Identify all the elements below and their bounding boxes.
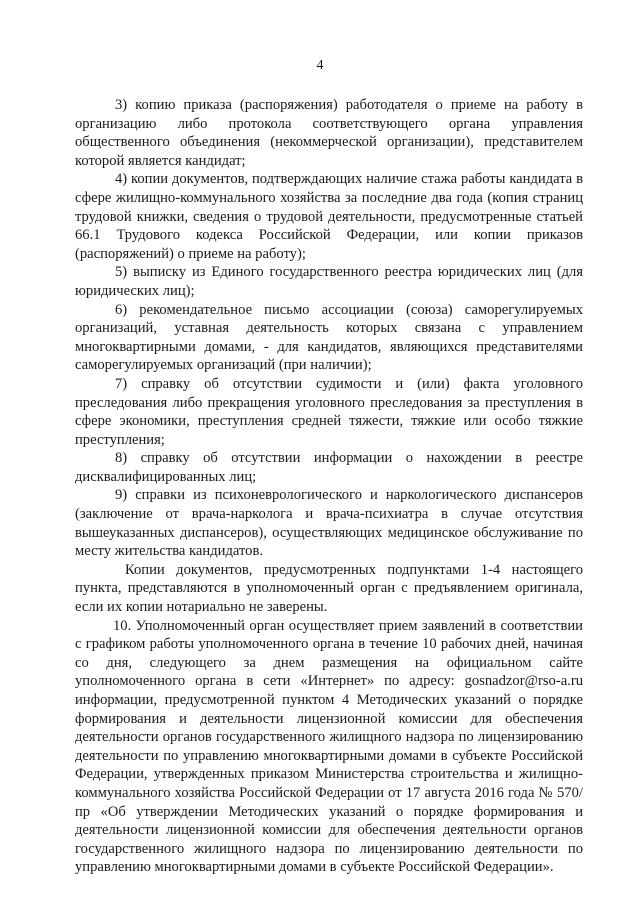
- list-item-5: 5) выписку из Единого государственного реестра юридических лиц (для юридических лиц);: [75, 264, 583, 299]
- item-10-paragraph: 10. Уполномоченный орган осуществляет прием заявлений в соответствии с графиком работы уполномоченного органа в течение 10 рабочих дней, начиная со дня, следующего за днем размещения на официальном сайте уполномоченного органа в сети «Интернет» по адресу: gosnadzor@rso-a.ru информации, предусмотренной пунктом 4 Методических указаний о порядке формирования и деятельности лицензионной комиссии для обеспечения деятельности органов государственного жилищного надзора по лицензированию деятельности по управлению многоквартирными домами в субъекте Российской Федерации, утвержденных приказом Министерства строительства и жилищно-коммунального хозяйства Российской Федерации от 17 августа 2016 года № 570/пр «Об утверждении Методических указаний о порядке формирования и деятельности лицензионной комиссии для обеспечения деятельности органов государственного жилищного надзора по лицензированию деятельности по управлению многоквартирными домами в субъекте Российской Федерации».: [75, 617, 583, 876]
- list-item-9: 9) справки из психоневрологического и наркологического диспансеров (заключение от врача-нарколога и врача-психиатра в случае отсутствия вышеуказанных диспансеров), осуществляющих медицинское обслуживание по месту жительства кандидатов.: [75, 487, 583, 560]
- list-item-8: 8) справку об отсутствии информации о нахождении в реестре дисквалифицированных лиц;: [75, 450, 583, 485]
- list-item-3: 3) копию приказа (распоряжения) работодателя о приеме на работу в организацию либо протокола соответствующего органа управления общественного объединения (некоммерческой организации), представителем которой является кандидат;: [75, 97, 583, 169]
- page-number: 4: [316, 58, 324, 73]
- document-body: [75, 96, 583, 877]
- list-item-7: 7) справку об отсутствии судимости и (или) факта уголовного преследования либо прекращения уголовного преследования за преступления в сфере экономики, преступления средней тяжести, тяжкие или особо тяжкие преступления;: [75, 375, 583, 448]
- list-item-6: 6) рекомендательное письмо ассоциации (союза) саморегулируемых организаций, уставная деятельность которых связана с управлением многоквартирными домами, - для кандидатов, являющихся представителями саморегулируемых организаций (при наличии);: [75, 301, 583, 374]
- list-item-4: 4) копии документов, подтверждающих наличие стажа работы кандидата в сфере жилищно-коммунального хозяйства за последние два года (копия страниц трудовой книжки, сведения о трудовой деятельности, предусмотренные статьей 66.1 Трудового кодекса Российской Федерации, или копии приказов (распоряжений) о приеме на работу);: [75, 171, 583, 262]
- copies-note-paragraph: Копии документов, предусмотренных подпунктами 1-4 настоящего пункта, представляются в уполномоченный орган с предъявлением оригинала, если их копии нотариально не заверены.: [75, 561, 583, 616]
